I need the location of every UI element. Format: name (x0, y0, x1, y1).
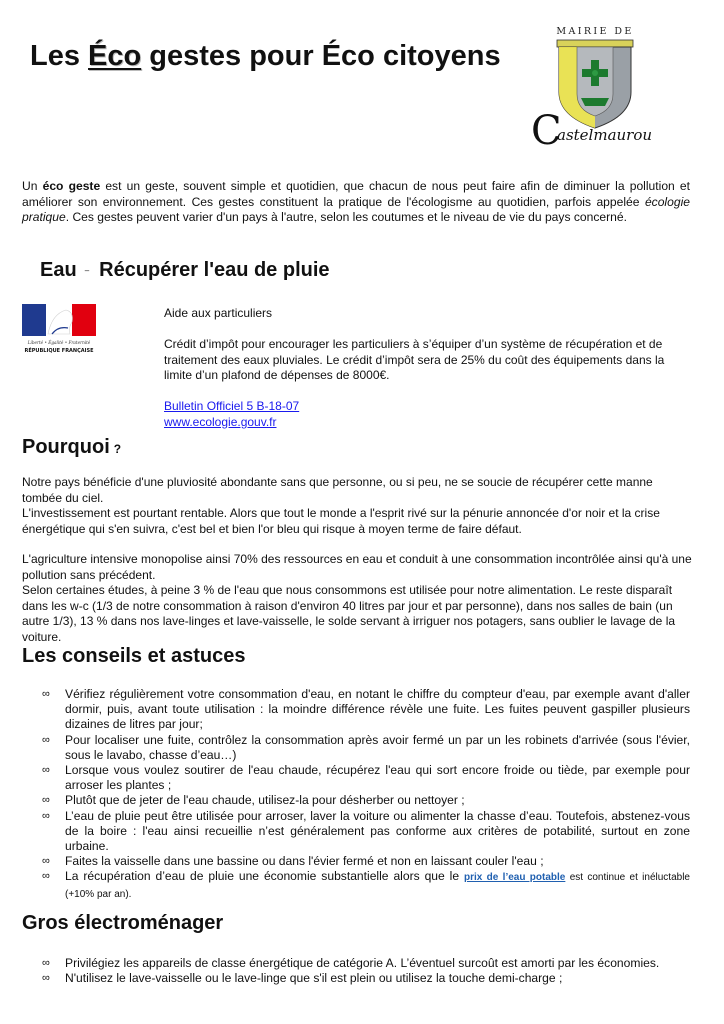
section-eau-heading (40, 259, 330, 282)
list-item: ∞ L’eau de pluie peut être utilisée pour arroser, laver la voiture ou alimenter la chasse d’eau. Toutefois, abstenez-vous de la boire : l'eau ainsi recueillie n’est généralement pas conforme aux critères de potabilité, surtout en zone urbaine. (42, 808, 690, 854)
gros-list (22, 956, 690, 986)
bullet-icon: ∞ (42, 764, 50, 777)
aid-block (164, 306, 694, 430)
section-eau-separator: – (84, 266, 90, 276)
title-eco: Éco (88, 40, 142, 72)
prix-eau-potable-link[interactable]: prix de l’eau potable (464, 872, 566, 884)
list-item: ∞ Faites la vaisselle dans une bassine ou dans l'évier fermé et non en laissant couler l'eau ; (42, 854, 544, 869)
bullet-icon: ∞ (42, 794, 50, 807)
bullet-icon: ∞ (42, 870, 50, 883)
page-title (30, 40, 501, 73)
marianne-logo (22, 304, 96, 358)
svg-text:MAIRIE DE: MAIRIE DE (556, 26, 634, 37)
pourquoi-p1: Notre pays bénéficie d'une pluviosité abondante sans que personne, ou si peu, ne se soucie de récupérer cette manne tombée du ciel. (22, 475, 653, 505)
pourquoi-mark: ? (113, 442, 122, 456)
list-item: ∞ Plutôt que de jeter de l'eau chaude, utilisez-la pour désherber ou nettoyer ; (42, 793, 465, 808)
svg-text:Liberté • Égalité • Fraternité: Liberté • Égalité • Fraternité (27, 340, 91, 345)
conseils-list (22, 687, 690, 902)
aid-text: Crédit d’impôt pour encourager les particuliers à s’équiper d’un système de récupération et de traitement des eaux pluviales. Le crédit d’impôt sera de 25% du coût des équipements dans la limite d’un plafond de dépenses de 8000€. (164, 337, 665, 382)
shield-icon (559, 47, 631, 128)
intro-bold: éco geste (42, 179, 101, 193)
list-item: ∞ Pour localiser une fuite, contrôlez la consommation après avoir fermé un par un les robinets d'arrivée (sous l'évier, sous le lavabo, chasse d’eau…) (42, 732, 690, 762)
title-rest: gestes pour Éco citoyens (141, 40, 501, 72)
list-item: ∞ Privilégiez les appareils de classe énergétique de catégorie A. L’éventuel surcoût est amorti par les économies. (42, 956, 660, 970)
section-eau-title: Récupérer l'eau de pluie (99, 259, 330, 281)
pourquoi-p4: Selon certaines études, à peine 3 % de l'eau que nous consommons est utilisée pour notre alimentation. Le reste disparaît dans les w-c (1/3 de notre consommation à raison d'environ 40 litres par jour et par personne), dans nos salles de bain (un autre 1/3), 13 % dans nos lave-linges et lave-vaisselle, le solde servant à irriguer nos potagers, sans oublier le lavage de la voiture. (22, 583, 676, 644)
intro-italic: écologie pratique (22, 194, 690, 224)
mairie-logo (527, 20, 662, 150)
bullet-icon: ∞ (42, 972, 50, 985)
list-item: ∞ Lorsque vous voulez soutirer de l'eau chaude, récupérez l'eau qui sort encore froide ou tiède, par exemple pour arroser les plantes ; (42, 763, 690, 793)
pourquoi-heading: Pourquoi ? (22, 436, 122, 458)
svg-text:C: C (531, 108, 562, 150)
conseils-heading: Les conseils et astuces (22, 645, 246, 667)
gros-electromenager-heading: Gros électroménager (22, 912, 224, 934)
pourquoi-p3: L'agriculture intensive monopolise ainsi 70% des ressources en eau et conduit à une consommation incontrôlée ainsi qu'à une pollution sans précédent. (22, 552, 692, 582)
title-prefix: Les (30, 40, 89, 72)
bulletin-officiel-link[interactable]: Bulletin Officiel 5 B-18-07 (164, 399, 300, 413)
bullet-icon: ∞ (42, 957, 50, 969)
intro-paragraph: Un éco geste est un geste, souvent simple et quotidien, que chacun de nous peut faire afin de diminuer la pollution et améliorer son environnement. Ces gestes constituent la pratique de l'écologisme au quotidien, parfois appelée écologie pratique. Ces gestes peuvent varier d'un pays à l'autre, selon les coutumes et le niveau de vie du pays concerné. (22, 179, 690, 224)
bullet-icon: ∞ (42, 733, 50, 746)
ecologie-gouv-link[interactable]: www.ecologie.gouv.fr (164, 414, 277, 429)
bullet-icon: ∞ (42, 855, 50, 868)
bullet-icon: ∞ (42, 688, 50, 700)
list-item: ∞ La récupération d’eau de pluie une économie substantielle alors que le prix de l’eau potable est continue et inéluctable (+10% par an). (42, 869, 690, 900)
list-item: ∞ N'utilisez le lave-vaisselle ou le lave-linge que s'il est plein ou utilisez la touche demi-charge ; (42, 971, 563, 986)
svg-text:astelmaurou: astelmaurou (557, 126, 653, 144)
svg-text:RÉPUBLIQUE FRANÇAISE: RÉPUBLIQUE FRANÇAISE (24, 348, 94, 354)
list-item: ∞ Vérifiez régulièrement votre consommation d'eau, en notant le chiffre du compteur d'eau, par exemple avant d'aller dormir, puis, avant toute utilisation : la moindre différence révèle une fuite. Les fuites peuvent gaspiller plusieurs dizaines de litres par jour; (42, 687, 690, 732)
pourquoi-p2: L'investissement est pourtant rentable. Alors que tout le monde a l'esprit rivé sur la pénurie annoncée d'or noir et la crise énergétique qui s'en suivra, c'est bel et bien l'or bleu qui risque à moyen terme de faire défaut. (22, 506, 660, 536)
bullet-icon: ∞ (42, 809, 50, 822)
section-eau-label: Eau (40, 259, 77, 281)
aid-title: Aide aux particuliers (164, 306, 273, 320)
